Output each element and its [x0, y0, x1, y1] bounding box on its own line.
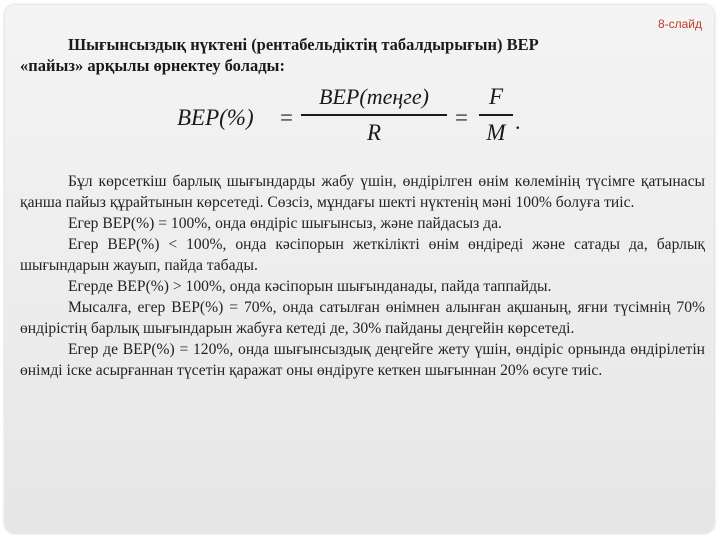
paragraph: Егерде BEP(%) > 100%, онда кәсіпорын шығынданады, пайда таппайды. [68, 278, 552, 295]
paragraph: Мысалға, егер BEP(%) = 70%, онда сатылған өнімнен алынған ақшаның, яғни түсімнің 70% өндірістің барлық шығындарын жабуға кетеді де, 30% пайданы деңгейін көрсетеді. [20, 299, 705, 337]
fraction-1-numerator: BEP(теңге) [319, 84, 429, 109]
fraction-2-denominator: M [486, 119, 506, 145]
formula-fraction-1 [301, 83, 447, 148]
formula-lhs: BEP(%) [177, 105, 254, 130]
slide [5, 5, 714, 533]
paragraph: Егер BEP(%) < 100%, онда кәсіпорын жеткілікті өнім өндіреді және сатады да, барлық шығындарын жауып, пайда табады. [20, 236, 705, 274]
paragraph: Егер де BEP(%) = 120%, онда шығынсыздық деңгейге жету үшін, өндіріс орнында өндірілетін өнімді іске асырғаннан түсетін қаражат оны өндіруге кеткен шығыннан 20% өсуге тиіс. [20, 341, 705, 379]
formula-fraction-2 [479, 83, 513, 148]
paragraph: Бұл көрсеткіш барлық шығындарды жабу үшін, өндірілген өнім көлемінің түсімге қатынасы қанша пайыз құрайтынын көрсетеді. Сөзсіз, мұндағы шекті нүктенің мәні 100% болуға тиіс. [20, 173, 705, 211]
fraction-1-denominator: R [366, 119, 382, 145]
bep-formula [177, 83, 537, 155]
fraction-1-bar [301, 114, 447, 116]
title-line-2: «пайыз» арқылы өрнектеу болады: [20, 56, 285, 75]
title-line-1: Шығынсыздық нүктені (рентабельдіктің табалдырығын) BEP [68, 35, 539, 54]
formula-period: . [515, 109, 521, 134]
fraction-2-bar [479, 114, 513, 116]
slide-body [20, 171, 705, 381]
slide-number-label: 8-слайд [657, 17, 702, 31]
fraction-2-numerator: F [488, 84, 504, 109]
slide-title [20, 34, 660, 76]
formula-equals-1: = [280, 105, 293, 130]
paragraph: Егер BEP(%) = 100%, онда өндіріс шығынсыз, және пайдасыз да. [68, 215, 502, 232]
formula-equals-2: = [455, 105, 468, 130]
